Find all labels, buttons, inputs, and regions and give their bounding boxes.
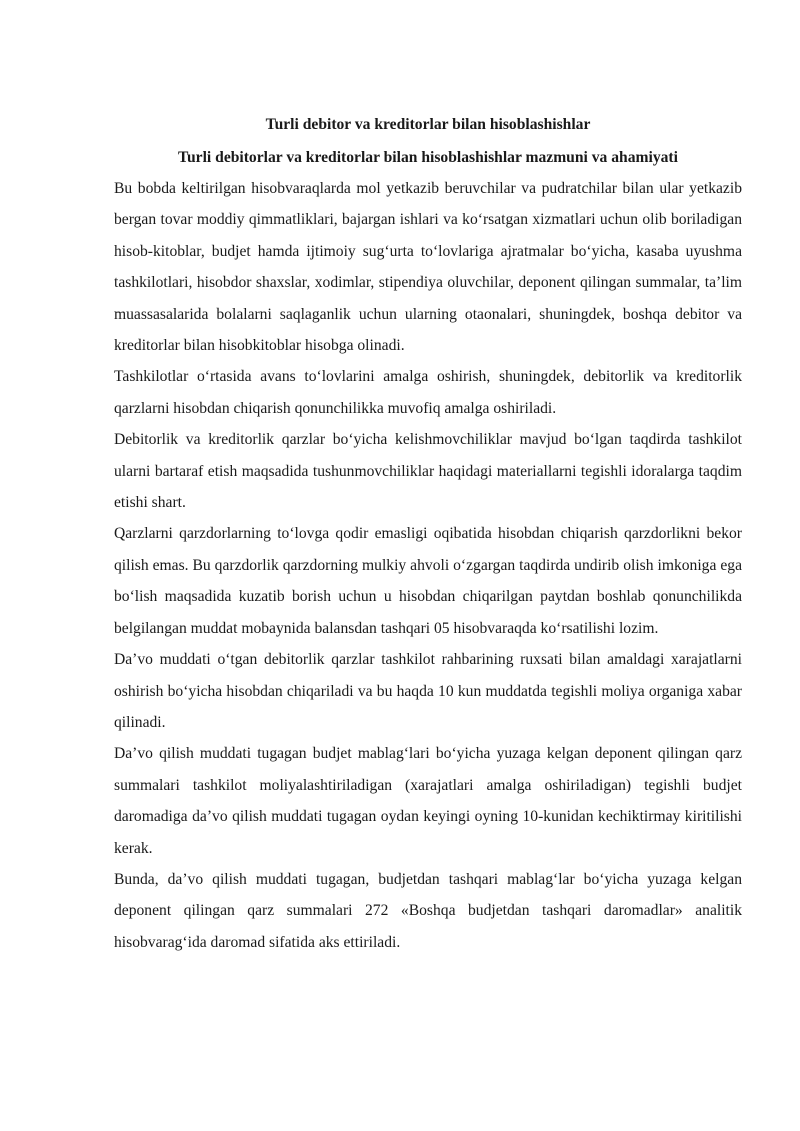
document-page [114, 108, 742, 958]
paragraph: Bunda, daʼvo qilish muddati tugagan, budjetdan tashqari mablagʻlar boʻyicha yuzaga kelgan deponent qilingan qarz summalari 272 «Boshqa budjetdan tashqari daromadlar» analitik hisobvaragʻida daromad sifatida aks ettiriladi. [114, 870, 742, 951]
paragraph: Daʼvo qilish muddati tugagan budjet mablagʻlari boʻyicha yuzaga kelgan deponent qilingan qarz summalari tashkilot moliyalashtiriladigan (xarajatlari amalga oshiriladigan) tegishli budjet daromadiga daʼvo qilish muddati tugagan oydan keyingi oyning 10-kunidan kechiktirmay kiritilishi kerak. [114, 745, 742, 857]
paragraph: Tashkilotlar oʻrtasida avans toʻlovlarini amalga oshirish, shuningdek, debitorlik va kreditorlik qarzlarni hisobdan chiqarish qonunchilikka muvofiq amalga oshiriladi. [114, 368, 742, 417]
paragraph: Bu bobda keltirilgan hisobvaraqlarda mol yetkazib beruvchilar va pudratchilar bilan ular yetkazib bergan tovar moddiy qimmatliklari, bajargan ishlari va koʻrsatgan xizmatlari uchun olib boriladigan hisob-kitoblar, budjet hamda ijtimoiy sugʻurta toʻlovlariga ajratmalar boʻyicha, kasaba uyushma tashkilotlari, hisobdor shaxslar, xodimlar, stipendiya oluvchilar, deponent qilingan summalar, taʼlim muassasalarida bolalarni saqlaganlik uchun ularning otaonalari, shuningdek, boshqa debitor va kreditorlar bilan hisobkitoblar hisobga olinadi. [114, 180, 742, 355]
document-title: Turli debitor va kreditorlar bilan hisoblashishlar [265, 116, 591, 133]
document-subtitle: Turli debitorlar va kreditorlar bilan hisoblashishlar mazmuni va ahamiyati [178, 149, 678, 166]
paragraph: Debitorlik va kreditorlik qarzlar boʻyicha kelishmovchiliklar mavjud boʻlgan taqdirda tashkilot ularni bartaraf etish maqsadida tushunmovchiliklar haqidagi materiallarni tegishli idoralarga taqdim etishi shart. [114, 431, 742, 512]
paragraph: Qarzlarni qarzdorlarning toʻlovga qodir emasligi oqibatida hisobdan chiqarish qarzdorlikni bekor qilish emas. Bu qarzdorlik qarzdorning mulkiy ahvoli oʻzgargan taqdirda undirib olish imkoniga ega boʻlish maqsadida kuzatib borish uchun u hisobdan chiqarilgan paytdan boshlab qonunchilikda belgilangan muddat mobaynida balansdan tashqari 05 hisobvaraqda koʻrsatilishi lozim. [114, 525, 742, 637]
paragraph: Daʼvo muddati oʻtgan debitorlik qarzlar tashkilot rahbarining ruxsati bilan amaldagi xarajatlarni oshirish boʻyicha hisobdan chiqariladi va bu haqda 10 kun muddatda tegishli moliya organiga xabar qilinadi. [114, 651, 742, 731]
